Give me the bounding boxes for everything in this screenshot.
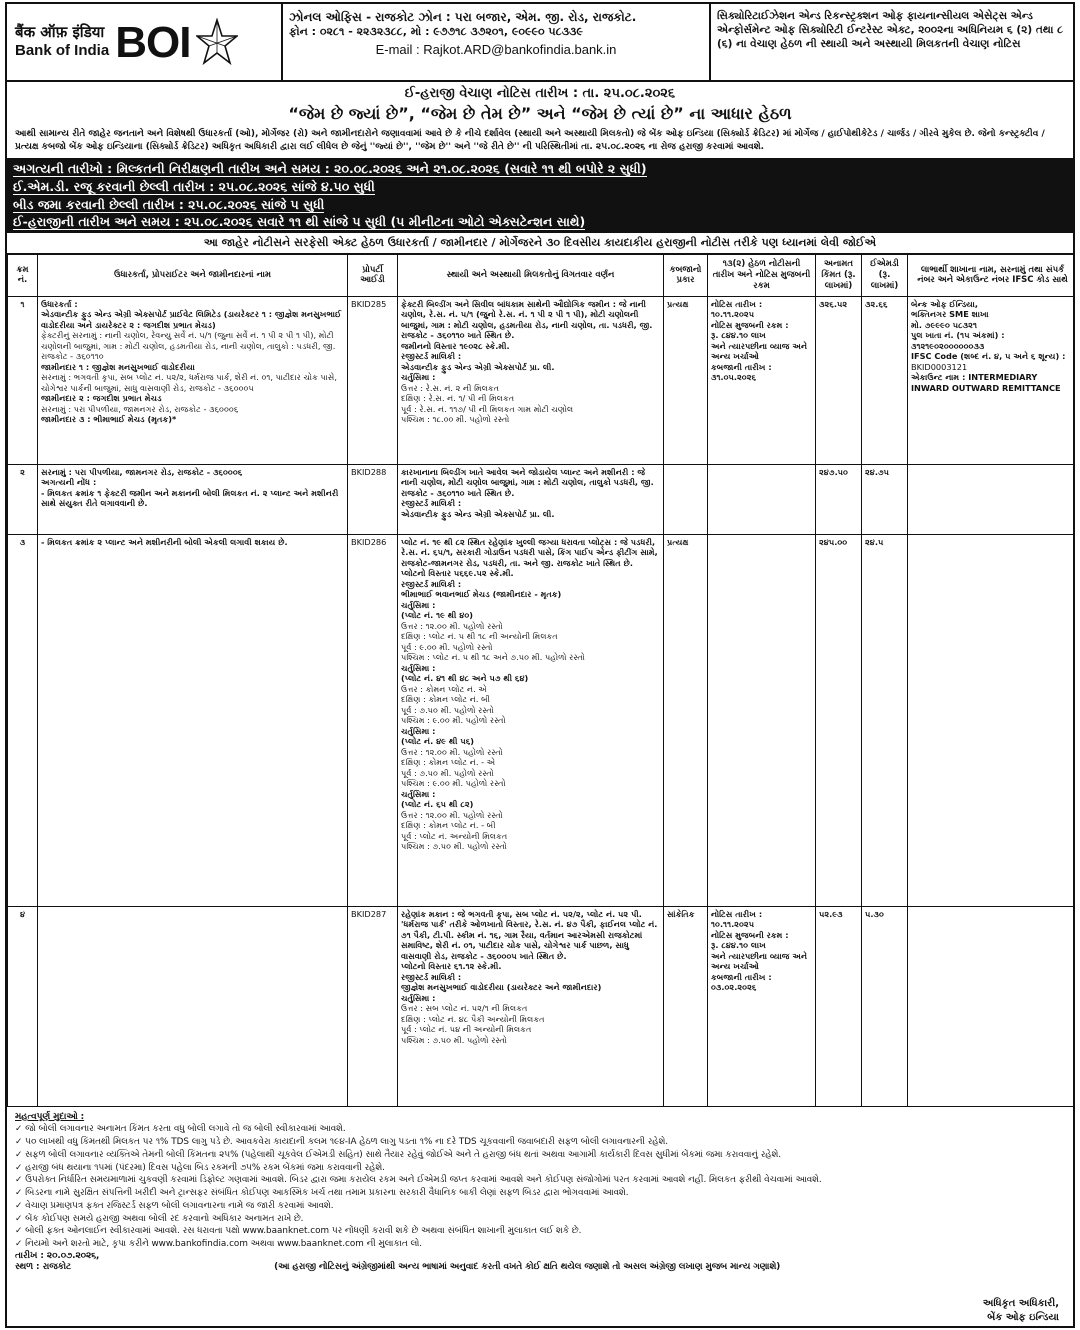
- description-line: દક્ષિણ : પ્લોટ નં. ૪૮ પૈકી અન્યોની મિલકત: [401, 1013, 545, 1024]
- cell-property-id: BKID287: [348, 906, 398, 1106]
- important-point: ✓ બિડરના નામે સુરક્ષિત સંપત્તિની ખરીદી અને ટ્રાન્સફર સંબંધિત કોઈપણ આકસ્મિક ખર્ચ તથા તમામ પ્રકારના સરકારી વૈધાનિક બાકી લેણાં સફળ બિડર દ્વારા ભોગવવામાં આવશે.: [15, 1188, 629, 1199]
- borrower-line: જામીનદાર ૩ : ભીમાભાઈ મેચડ (મૃતક)*: [41, 414, 177, 425]
- description-line: (પ્લોટ નં. ૪૯ થી ૫૬): [401, 736, 475, 747]
- bank-logo-block: [7, 4, 283, 80]
- description-line: પૂર્વ : પ્લોટ નં. ૫૪ ની અન્યોની મિલકત: [401, 1024, 532, 1035]
- description-line: દક્ષિણ : રે.સ. નં. ૧/ પી ની મિલકત: [401, 393, 515, 404]
- description-line: ચર્તુસિમા :: [401, 788, 436, 799]
- description-line: રજીસ્ટર્ડ માલિકી :: [401, 971, 462, 982]
- branch-line: IFSC Code (શબ્દ નં. ૪, ૫ અને ૬ શૂન્ય) :: [911, 351, 1066, 362]
- description-line: ચર્તુસિમા :: [401, 662, 436, 673]
- description-line: પશ્ચિમ : ૧૮.૦૦ મી. પહોળો રસ્તો: [401, 414, 510, 425]
- description-line: જીજ્ઞેશ મનસુખભાઈ વાડોદરીયા (ડાયરેક્ટર અને જામીનદાર): [401, 982, 602, 993]
- important-points-heading: મહત્વપૂર્ણ મુદાઓ :: [15, 1111, 85, 1122]
- description-line: ઉત્તર : ૧૨.૦૦ મી. પહોળો રસ્તો: [401, 746, 503, 757]
- star-logo-icon: [196, 18, 238, 66]
- borrower-line: જામીનદાર ૧ : જીજ્ઞેશ મનસુખભાઈ વાડોદરીયા: [41, 361, 195, 372]
- description-line: પૂર્વ : પ્લોટ નં. અન્યોની મિલકત: [401, 830, 508, 841]
- cell-sr: ૩: [8, 534, 38, 906]
- cell-branch: [908, 906, 1076, 1106]
- notice-line: રૂ. ૮૪૪.૧૦ લાખ: [711, 330, 766, 341]
- notice-footer: [7, 1251, 1073, 1273]
- important-points: [7, 1107, 1073, 1251]
- cell-notice: [708, 464, 816, 534]
- col-header-sr: ક્રમ નં.: [8, 254, 38, 296]
- description-line: ઉત્તર : રે.સ. નં. ૨ ની મિલકત: [401, 382, 500, 393]
- date-line: બીડ જમા કરવાની છેલ્લી તારીખ : ૨૫.૦૮.૨૦૨૬ સાંજે ૫ સુધી: [13, 196, 325, 212]
- borrower-line: ફેક્ટરીનું સરનામું : નાની ચણોલ, રેવન્યુ સર્વે નં. ૫/૧ (જુના સર્વે નં. ૧ પી ૨ પી ૧ પી), મોટી ચણોલની બાજુમાં, ગામ : મોટી ચણોલ, હડમતીયા રોડ, નાની ચણોલ, તાલુકો : પડધરી, જી. રાજકોટ - ૩૬૦૧૧૦: [41, 330, 336, 362]
- footer-spacer: [955, 1251, 1065, 1273]
- date-line: અગત્યની તારીખો : મિલ્કતની નિરીક્ષણની તારીખ અને સમય : ૨૦.૦૮.૨૦૨૬ અને ૨૧.૦૮.૨૦૨૬ (સવારે ૧૧ થી બપોરે ૨ સુધી): [13, 161, 647, 177]
- signature-block: [983, 1297, 1059, 1324]
- col-header-borrower: ઉધારકર્તા, પ્રોપરાઈટર અને જામીનદારનાં નામ: [38, 254, 348, 296]
- description-line: ઉત્તર : ૧૨.૦૦ મી. પહોળો રસ્તો: [401, 809, 503, 820]
- cell-property-id: BKID288: [348, 464, 398, 534]
- notice-date-title: ઈ-હરાજી વેચાણ નોટિસ તારીખ : તા. ૨૫.૦૮.૨૦૨૬: [404, 86, 676, 101]
- intro-paragraph: આથી સામાન્ય રીતે જાહેર જનતાને અને વિશેષથી ઉધારકર્તા (ઓ), મોર્ગેજર (રો) અને જામીનદારોને જણાવવામાં આવે છે કે નીચે દર્શાવેલ (સ્થાયી અને અસ્થાયી મિલકતો) જે બેંક ઓફ ઇન્ડિયા (સિક્યોર્ડ ક્રેડિટર) માં મોર્ગેજ / હાઈપોથીકેટેડ / ચાર્જડ / ગીરવે મુકેલ છે. જેનો કન્સ્ટ્રક્ટીવ / પ્રત્યક્ષ કબજો બેંક ઓફ ઇન્ડિયાના (સિક્યોર્ડ ક્રેડિટર) અધિકૃત અધિકારી દ્વારા લઈ લીધેલ છે જેનું ''જ્યાં છે'', ''જેમ છે'' અને ''જે રીતે છે'' ની પરિસ્થિતીમાં તા. ૨૫.૦૮.૨૦૨૬ ના રોજ હરાજી કરવામાં આવશે.: [15, 129, 1045, 152]
- description-line: પશ્ચિમ : પ્લોટ નં. ૫ થી ૧૮ અને ૭.૫૦ મી. પહોળો રસ્તો: [401, 652, 585, 663]
- borrower-line: એડવાન્ટીક ફુડ એન્ડ એગ્રી એક્સપોર્ટ પ્રાઈવેટ લિમિટેડ (ડાયરેક્ટર ૧ : જીજ્ઞેશ મનસુખભાઈ વાડોદરીયા અને ડાયરેક્ટર ૨ : જગદીશ પ્રભાત મેચડ): [41, 309, 342, 330]
- cell-reserve: ૨૪૭.૫૦: [816, 464, 862, 534]
- description-line: રહેણાંક મકાન : જે ભગવતી કૃપા, સબ પ્લોટ નં. ૫૨/૨, પ્લોટ નં. ૫૨ પી. 'ધર્મરાજ પાર્ક' તરીકે ઓળખાતો વિસ્તાર, રે.સ. નં. ૪૭ પૈકી, ફાઈનલ પ્લોટ નં. ૭૧ પૈકી, ટી.પી. સ્કીમ નં. ૧૬, ગામ રૈયા, વર્તમાન આરએમસી રાજકોટમાં સમાવિષ્ટ, શેરી નં. ૦૧, પાટીદાર ચોક પાસે, ચોગેશ્વર પાર્ક પાછળ, સાધુ વાસવાણી રોડ, રાજકોટ - ૩૬૦૦૦૫ ખાતે સ્થિત છે.: [401, 908, 658, 961]
- col-header-emd: ઈએમડી (રૂ. લાખમાં): [862, 254, 908, 296]
- description-line: ઉત્તર : સબ પ્લોટ નં. ૫૨/૧ ની મિલકત: [401, 1003, 528, 1014]
- important-point: ✓ સફળ બોલી લગાવનાર વ્યક્તિએ તેમની બોલી કિંમતના ૨૫% (પહેલાથી ચૂકવેલ ઈએમડી સહિત) સાથે તૈયાર રહેવું જોઈએ અને તે હરાજી બંધ થતાં અથવા આગામી કાર્યકારી દિવસ સુધીમાં બેંકમાં જમા કરાવવાનું રહેશે.: [15, 1149, 782, 1160]
- description-line: રજીસ્ટર્ડ માલિકી :: [401, 351, 462, 362]
- description-line: પૂર્વ : ૭.૫૦ મી. પહોળો રસ્તો: [401, 704, 494, 715]
- description-line: પૂર્વ : ૯.૦૦ મી. પહોળો રસ્તો: [401, 641, 493, 652]
- notice-line: ૩૧.૦૫.૨૦૨૬: [711, 372, 757, 383]
- branch-line: ૩૧૨૧૯૦૨૦૦૦૦૦૦૩૩: [911, 340, 985, 351]
- cell-reserve: ૨૪૫.૦૦: [816, 534, 862, 906]
- footer-date: તારીખ : ૨૦.૦૭.૨૦૨૬,: [15, 1250, 100, 1261]
- description-line: પૂર્વ : ૭.૫૦ મી. પહોળો રસ્તો: [401, 767, 494, 778]
- description-line: પ્લોટનો વિસ્તાર ૬૧.૧૨ સ્કે.મી.: [401, 961, 502, 972]
- description-line: ચર્તુસિમા :: [401, 725, 436, 736]
- notice-line: ૦૩.૦૨.૨૦૨૬: [711, 982, 757, 993]
- borrower-line: સરનામું : પરા પીપળીયા, જામનગર રોડ, રાજકોટ - ૩૬૦૦૦૬: [41, 466, 243, 477]
- borrower-line: સરનામું : પરા પીપળીયા, જામનગર રોડ, રાજકોટ - ૩૬૦૦૦૬: [41, 403, 239, 414]
- cell-emd: ૨૪.૫: [862, 534, 908, 906]
- description-line: ભીમાભાઈ ભવાનભાઈ મેચડ (જામીનદાર - મૃતક): [401, 589, 562, 600]
- description-line: રજીસ્ટર્ડ માલિકી :: [401, 498, 462, 509]
- cell-sr: ૪: [8, 906, 38, 1106]
- description-line: ઉત્તર : ૧૨.૦૦ મી. પહોળો રસ્તો: [401, 620, 503, 631]
- description-line: પશ્ચિમ : ૯.૦૦ મી. પહોળો રસ્તો: [401, 778, 506, 789]
- description-line: કારખાનાના બિલ્ડીંગ ખાતે આવેલ અને જોડાયેલ પ્લાન્ટ અને મશીનરી : જે નાની ચણોલ, મોટી ચણોલ બાજુમાં, ગામ : મોટી ચણોલ, તાલુકો પડધરી, જી. રાજકોટ - ૩૬૦૧૧૦ ખાતે સ્થિત છે.: [401, 466, 654, 498]
- col-header-description: સ્થાયી અને અસ્થાયી મિલકતોનું વિગતવાર વર્ણન: [398, 254, 664, 296]
- cell-sr: ૧: [8, 296, 38, 464]
- cell-branch: [908, 296, 1076, 464]
- cell-branch: [908, 534, 1076, 906]
- important-point: ✓ ઉપરોક્ત નિર્ધારિત સમયમાળામાં ચુકવણી કરવામાં ડિફોલ્ટ ગણવામાં આવશે. બિડર દ્વારા જમા કરાયેલ રકમ અને ઈએમડી જપ્ત કરવામાં આવશે અને કોઈપણ સંજોગોમાં પરત કરવામાં આવશે નહીં. મિલકત ફરીથી વેચવામાં આવશે.: [15, 1175, 822, 1186]
- cell-possession: પ્રત્યક્ષ: [664, 296, 708, 464]
- important-point: ✓ જો બોલી લગાવનાર અનામત કિંમત કરતા વધુ બોલી લગાવે તો જ બોલી સ્વીકારવામાં આવશે.: [15, 1124, 346, 1135]
- description-line: રજીસ્ટર્ડ માલિકી :: [401, 578, 462, 589]
- branch-line: એકાઉન્ટ નામ : INTERMEDIARY INWARD OUTWARD REMITTANCE: [911, 372, 1061, 393]
- notice-line: રૂ. ૮૪૪.૧૦ લાખ: [711, 940, 766, 951]
- description-line: એડવાન્ટીક ફુડ એન્ડ એગ્રી એક્સપોર્ટ પ્રા. લી.: [401, 361, 555, 372]
- sarfaesi-act-title: સિક્યોરિટાઈઝેશન એન્ડ રિકન્સ્ટ્રક્શન ઓફ ફાયનાન્સીયલ એસેટ્સ એન્ડ એન્ફોર્સમેન્ટ ઓફ સિક્યોરિટી ઈન્ટરેસ્ટ એક્ટ, ૨૦૦૨ના અધિનિયમ ૬ (૨) તથા ૮ (૬) ના વેચાણ હેઠળ ની સ્થાયી અને અસ્થાયી મિલકતની વેચાણ નોટિસ: [717, 10, 1063, 51]
- branch-line: ભક્તિનગર SME શાખા: [911, 309, 989, 320]
- cell-description: [398, 534, 664, 906]
- description-line: (પ્લોટ નં. ૧૯ થી ૪૦): [401, 610, 473, 621]
- important-point: ✓ ૫૦ લાખથી વધુ કિંમતથી મિલકત પર ૧% TDS લાગુ પડે છે. આવકવેરા કાયદાની કલમ ૧૯૪-IA હેઠળ લાગુ પડતા ૧% ના દરે TDS ચૂકવવાની જવાબદારી સફળ બોલી લગાવનારની રહેશે.: [15, 1137, 669, 1148]
- notice-header: [7, 4, 1073, 82]
- date-line: ઈ-હરાજીની તારીખ અને સમય : ૨૫.૦૮.૨૦૨૬ સવારે ૧૧ થી સાંજે ૫ સુધી (૫ મીનીટના ઓટો એક્સટેન્શન સાથે): [13, 214, 586, 230]
- description-line: પશ્ચિમ : ૭.૫૦ મી. પહોળો રસ્તો: [401, 841, 507, 852]
- branch-line: પુલ ખાતા નં. (૧૫ અંકમાં) :: [911, 330, 1005, 341]
- notice-line: ૧૦.૧૧.૨૦૨૫: [711, 309, 755, 320]
- notice-line: અને ત્યારપછીના વ્યાજ અને અન્ય ખર્ચાઓ: [711, 340, 808, 362]
- cell-notice: [708, 906, 816, 1106]
- as-is-where-is-title: “જેમ છે જ્યાં છે”, “જેમ છે તેમ છે” અને “જેમ છે ત્યાં છે” ના આધાર હેઠળ: [288, 104, 792, 124]
- table-row: [8, 534, 1076, 906]
- signatory-bank: બેંક ઓફ ઇન્ડિયા: [987, 1311, 1059, 1323]
- description-line: જમીનનો વિસ્તાર ૧૯૦૨૮ સ્કે.મી.: [401, 340, 510, 351]
- description-line: પશ્ચિમ : ૭.૫૦ મી. પહોળો રસ્તો: [401, 1034, 507, 1045]
- cell-branch: [908, 464, 1076, 534]
- description-line: દક્ષિણ : પ્લોટ નં. ૫ થી ૧૮ ની અન્યોની મિલકત: [401, 631, 558, 642]
- cell-description: [398, 464, 664, 534]
- description-line: ચર્તુસિમા :: [401, 599, 436, 610]
- cell-notice: [708, 296, 816, 464]
- description-line: એડવાન્ટીક ફુડ એન્ડ એગ્રી એક્સપોર્ટ પ્રા. લી.: [401, 508, 555, 519]
- col-header-reserve: અનામત કિંમત (રૂ. લાખમાં): [816, 254, 862, 296]
- description-line: દક્ષિણ : કોમન પ્લોટ નં. - એ: [401, 757, 496, 768]
- boi-logo-text: BOI: [115, 17, 191, 67]
- cell-description: [398, 296, 664, 464]
- zonal-office-block: [283, 4, 711, 80]
- cell-reserve: ૫૨.૯૩: [816, 906, 862, 1106]
- table-row: [8, 464, 1076, 534]
- notice-line: નોટિસ મુજબની રકમ :: [711, 319, 789, 330]
- footer-date-block: [15, 1251, 99, 1273]
- signatory-title: અધિકૃત અધિકારી,: [982, 1298, 1059, 1309]
- notice-line: અને ત્યારપછીના વ્યાજ અને અન્ય ખર્ચાઓ: [711, 950, 808, 972]
- auction-notice-page: [5, 2, 1075, 1328]
- col-header-property-id: પ્રોપર્ટી આઈડી: [348, 254, 398, 296]
- cell-notice: [708, 534, 816, 906]
- notice-line: નોટિસ મુજબની રકમ :: [711, 929, 789, 940]
- bank-name-block: [15, 23, 109, 61]
- cell-description: [398, 906, 664, 1106]
- cell-possession: પ્રત્યક્ષ: [664, 534, 708, 906]
- important-point: ✓ હરાજી બંધ થયાના ૧૫માં (પંદરમા) દિવસ પહેલા બિડ રકમની ૭૫% રકમ બેંકમાં જમા કરાવવાની રહેશે.: [15, 1162, 385, 1173]
- important-point: ✓ બેંક કોઈપણ સમયે હરાજી અથવા બોલી રદ કરવાનો અધિકાર અનામત રાખે છે.: [15, 1213, 304, 1224]
- zonal-office-email: E-mail : Rajkot.ARD@bankofindia.bank.in: [375, 41, 617, 57]
- cell-borrower: [38, 534, 348, 906]
- important-points-list: [15, 1123, 1065, 1251]
- cell-emd: ૫.૩૦: [862, 906, 908, 1106]
- description-line: દક્ષિણ : કોમન પ્લોટ નં. બી: [401, 694, 491, 705]
- branch-line: BKID0003121: [911, 361, 968, 372]
- zonal-office-phone: ફોન : ૦૨૮૧ - ૨૨૩૨૩૮૮, મો : ૯૭૭૧૮ ૩૭૨૦૧, ૯૦૯૯૦ ૫૮૩૩૯: [289, 25, 583, 38]
- borrower-line: ઉધારકર્તા :: [41, 298, 78, 309]
- description-line: ચર્તુસિમા :: [401, 992, 436, 1003]
- description-line: પ્લોટનો વિસ્તાર ૫૬૬૯.૫૨ સ્કે.મી.: [401, 568, 514, 579]
- cell-property-id: BKID285: [348, 296, 398, 464]
- borrower-line: જામીનદાર ૨ : જગદીશ પ્રભાત મેચડ: [41, 393, 162, 404]
- cell-reserve: ૩૨૬.૫૨: [816, 296, 862, 464]
- description-line: (પ્લોટ નં. ૪૧ થી ૪૮ અને ૫૭ થી ૬૪): [401, 673, 529, 684]
- cell-emd: ૩૨.૬૬: [862, 296, 908, 464]
- branch-line: મો. ૭૯૯૯૦ ૫૮૩૨૧: [911, 319, 977, 330]
- bank-name-english: Bank of India: [15, 42, 110, 59]
- description-line: પશ્ચિમ : ૯.૦૦ મી. પહોળો રસ્તો: [401, 715, 506, 726]
- cell-borrower: [38, 906, 348, 1106]
- description-line: ઉત્તર : કોમન પ્લોટ નં. એ: [401, 683, 487, 694]
- table-row: [8, 906, 1076, 1106]
- col-header-possession: કબજાનો પ્રકાર: [664, 254, 708, 296]
- notice-line: કબજાની તારીખ :: [711, 361, 772, 372]
- col-header-branch: લાભાર્થી શાખાના નામ, સરનામું તથા સંપર્ક નંબર અને એકાઉન્ટ નંબર IFSC કોડ સાથે: [908, 254, 1076, 296]
- cell-property-id: BKID286: [348, 534, 398, 906]
- borrower-line: સરનામું : ભગવતી કૃપા, સબ પ્લોટ નં. ૫૨/૨, ધર્મરાજ પાર્ક, શેરી નં. ૦૧, પાટીદાર ચોક પાસે, ચોગેશ્વર પાર્કની બાજુમાં, સાધુ વાસવાણી રોડ, રાજકોટ - ૩૬૦૦૦૫: [41, 372, 338, 393]
- zonal-office-address: ઝોનલ ઓફિસ - રાજકોટ ઝોન : પરા બજાર, એમ. જી. રોડ, રાજકોટ.: [289, 10, 637, 24]
- footer-disclaimer: (આ હરાજી નોટિસનું અંગ્રેજીમાંથી અન્ય ભાષામાં અનુવાદ કરતી વખતે કોઈ ક્ષતિ થયેલ જણાશે તો અસલ અંગ્રેજી લખાણ મુજબ માન્ય ગણાશે): [274, 1261, 781, 1272]
- borrower-line: - મિલકત ક્રમાંક ૨ પ્લાન્ટ અને મશીનરીની બોલી એકલી લગાવી શકાય છે.: [41, 536, 288, 547]
- cell-sr: ૨: [8, 464, 38, 534]
- cell-emd: ૨૪.૭૫: [862, 464, 908, 534]
- description-line: પ્લોટ નં. ૧૯ થી ૮૨ સ્થિત રહેણાંક ખુલ્લી જગ્યા ધરાવતા પ્લોટ્સ : જે પડધરી, રે.સ. નં. ૬૫/૧, સરકારી ગોડાઉન પડધરી પાસે, કિંગ પાઈપ એન્ડ ફીટીંગ સામે, રાજકોટ-જામનગર રોડ, પડધરી, તા. અને જી. રાજકોટ ખાતે સ્થિત છે.: [401, 536, 658, 568]
- table-header-row: [8, 254, 1076, 296]
- branch-line: બેન્ક ઓફ ઈન્ડિયા,: [911, 298, 979, 309]
- thirty-day-notice: આ જાહેર નોટીસને સરફેસી એક્ટ હેઠળ ઉધારકર્તા / જામીનદાર / મોર્ગેજરને ૩૦ દિવસીય કાયદાકીય હરાજીની નોટીસ તરીકે પણ ધ્યાનમાં લેવી જોઈએ: [7, 233, 1073, 254]
- description-line: દક્ષિણ : કોમન પ્લોટ નં. - બી: [401, 820, 496, 831]
- property-table: [7, 254, 1075, 1107]
- important-point: ✓ બોલી ફક્ત ઓનલાઈન સ્વીકારવામાં આવશે. રસ ધરાવતા પક્ષો www.baanknet.com પર નોંધણી કરાવી શકે છે અથવા સંબંધિત શાખાની મુલાકાત લઈ શકે છે.: [15, 1226, 582, 1237]
- important-point: ✓ નિયમો અને શરતો માટે, કૃપા કરીને www.bankofindia.com અથવા www.baanknet.com ની મુલાકાત લો.: [15, 1239, 423, 1250]
- description-line: ફેક્ટરી બિલ્ડીંગ અને સિવીલ બાંધકામ સાથેની ઔદ્યોગિક જમીન : જે નાની ચણોલ, રે.સ. નં. ૫/૧ (જુનો રે.સ. નં. ૧ પી ૨ પી ૧ પી), મોટી ચણોલની બાજુમાં, ગામ : મોટી ચણોલ, હડમતીયા રોડ, નાની ચણોલ, તા. પડધરી, જી. રાજકોટ - ૩૬૦૧૧૦ ખાતે સ્થિત છે.: [401, 298, 653, 341]
- cell-borrower: [38, 464, 348, 534]
- notice-line: નોટિસ તારીખ :: [711, 908, 763, 919]
- important-point: ✓ વેચાણ પ્રમાણપત્ર ફક્ત રજિસ્ટર્ડ સફળ બોલી લગાવનારના નામે જ જારી કરવામાં આવશે.: [15, 1200, 334, 1211]
- description-line: (પ્લોટ નં. ૬૫ થી ૮૨): [401, 799, 474, 810]
- bank-name-hindi: बैंक ऑफ़ इंडिया: [15, 23, 105, 42]
- cell-possession: [664, 464, 708, 534]
- important-dates-block: [7, 158, 1073, 233]
- col-header-notice: ૧૩(૨) હેઠળ નોટીસની તારીખ અને નોટિસ મુજબની રકમ: [708, 254, 816, 296]
- borrower-line: અગત્યની નોંધ :: [41, 477, 97, 488]
- notice-line: ૧૦.૧૧.૨૦૨૫: [711, 919, 755, 930]
- description-line: પૂર્વ : રે.સ. નં. ૧૧૭/ પી ની મિલકત ગામ મોટી ચણોલ: [401, 403, 574, 414]
- notice-line: નોટિસ તારીખ :: [711, 298, 763, 309]
- description-line: ચર્તુસિમા :: [401, 372, 436, 383]
- footer-place: સ્થળ : રાજકોટ: [15, 1261, 72, 1272]
- table-row: [8, 296, 1076, 464]
- borrower-line: - મિલકત ક્રમાંક ૧ ફેક્ટરી જમીન અને મકાનની બોલી મિલકત નં. ૨ પ્લાન્ટ અને મશીનરી સાથે સંયુક્ત રીતે લગાવવાની છે.: [41, 487, 339, 509]
- notice-line: કબજાની તારીખ :: [711, 971, 772, 982]
- cell-borrower: [38, 296, 348, 464]
- cell-possession: સાંકેતિક: [664, 906, 708, 1106]
- date-line: ઈ.એમ.ડી. રજૂ કરવાની છેલ્લી તારીખ : ૨૫.૦૮.૨૦૨૬ સાંજે ૪.૫૦ સુધી: [13, 179, 375, 195]
